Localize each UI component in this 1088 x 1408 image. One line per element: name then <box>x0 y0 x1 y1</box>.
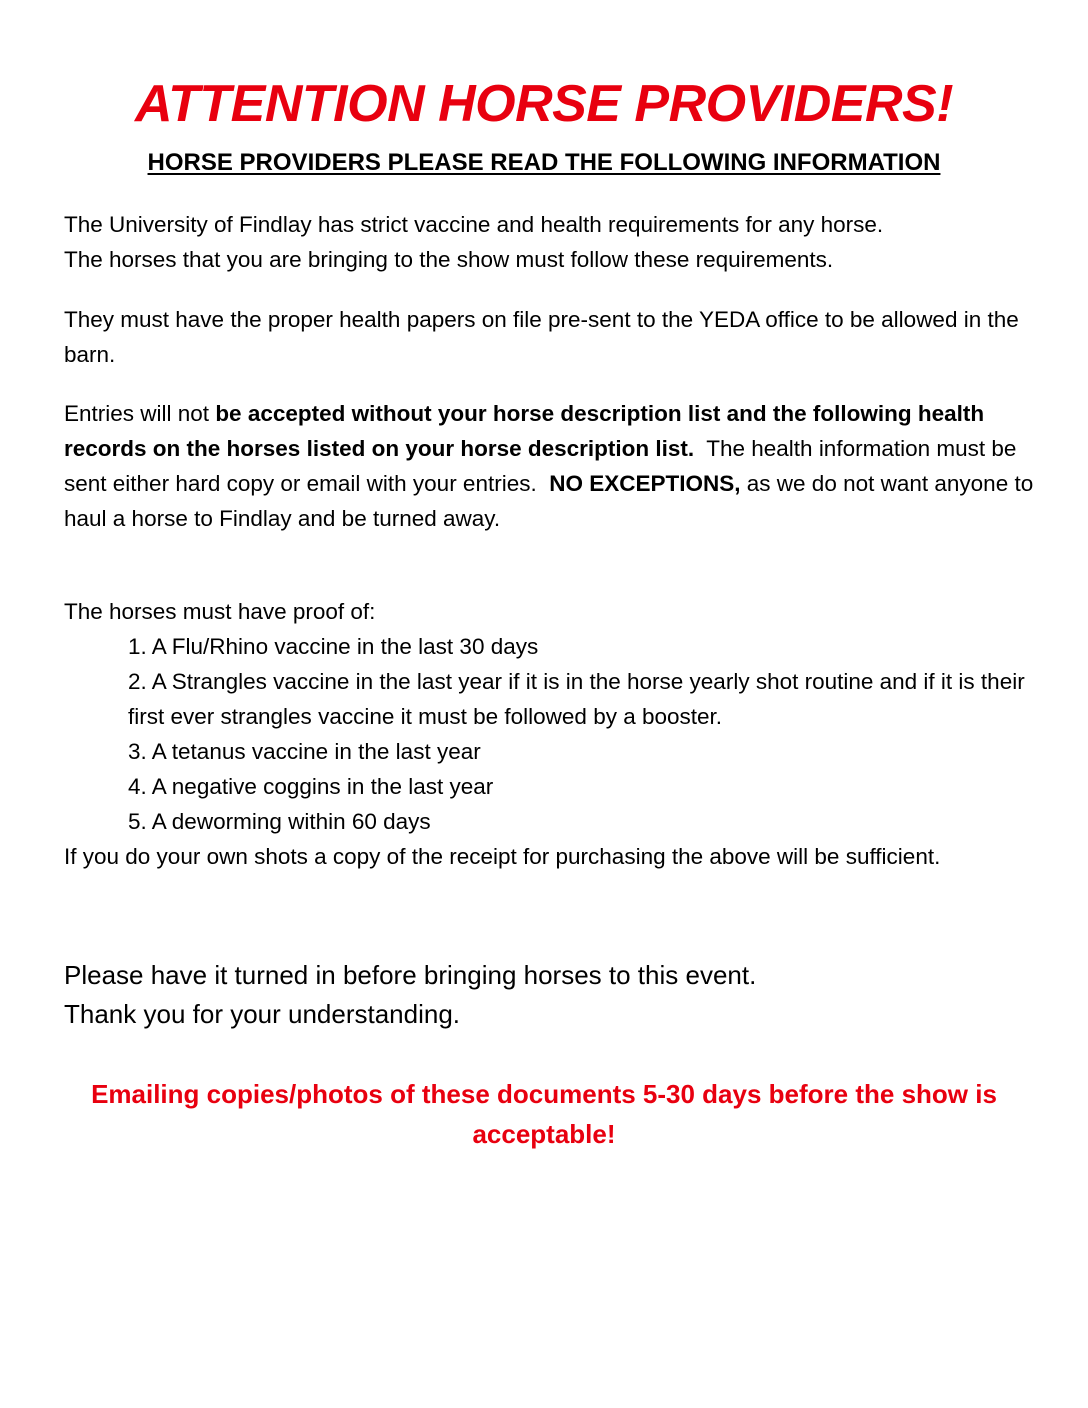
entries-text-b: be accepted without your horse description list and the following health records on the horses listed on your horse description list. <box>64 401 985 461</box>
list-item: 2. A Strangles vaccine in the last year if it is in the horse yearly shot routine and if it is their first ever strangles vaccine it must be followed by a booster. <box>128 669 1025 729</box>
list-item: 1. A Flu/Rhino vaccine in the last 30 days <box>128 634 539 659</box>
entries-text-a: Entries will not <box>64 401 216 426</box>
list-item: 3. A tetanus vaccine in the last year <box>128 739 481 764</box>
proof-section <box>64 594 1034 874</box>
closing-line-1: Please have it turned in before bringing horses to this event. <box>64 960 757 990</box>
page-subtitle: HORSE PROVIDERS PLEASE READ THE FOLLOWING INFORMATION <box>147 149 941 176</box>
closing-line-2: Thank you for your understanding. <box>64 999 461 1029</box>
papers-paragraph: They must have the proper health papers on file pre-sent to the YEDA office to be allowed in the barn. <box>64 307 1019 367</box>
list-item: 5. A deworming within 60 days <box>128 809 431 834</box>
receipt-note: If you do your own shots a copy of the receipt for purchasing the above will be sufficient. <box>64 844 941 869</box>
proof-list <box>64 629 1034 839</box>
page-title: ATTENTION HORSE PROVIDERS! <box>134 75 954 133</box>
closing-paragraph <box>64 956 1034 1034</box>
intro-line-2: The horses that you are bringing to the show must follow these requirements. <box>64 247 834 272</box>
email-notice: Emailing copies/photos of these documents 5-30 days before the show is acceptable! <box>91 1079 997 1149</box>
entries-text-e: as we do not want anyone to haul a horse to Findlay and be turned away. <box>64 471 1034 531</box>
entries-text-c: The health information must be sent either hard copy or email with your entries. <box>64 436 1023 496</box>
intro-line-1: The University of Findlay has strict vaccine and health requirements for any horse. <box>64 212 884 237</box>
list-item: 4. A negative coggins in the last year <box>128 774 494 799</box>
entries-paragraph <box>64 396 1034 536</box>
entries-text-d: NO EXCEPTIONS, <box>549 471 741 496</box>
intro-paragraph <box>64 207 1034 277</box>
proof-intro: The horses must have proof of: <box>64 599 376 624</box>
